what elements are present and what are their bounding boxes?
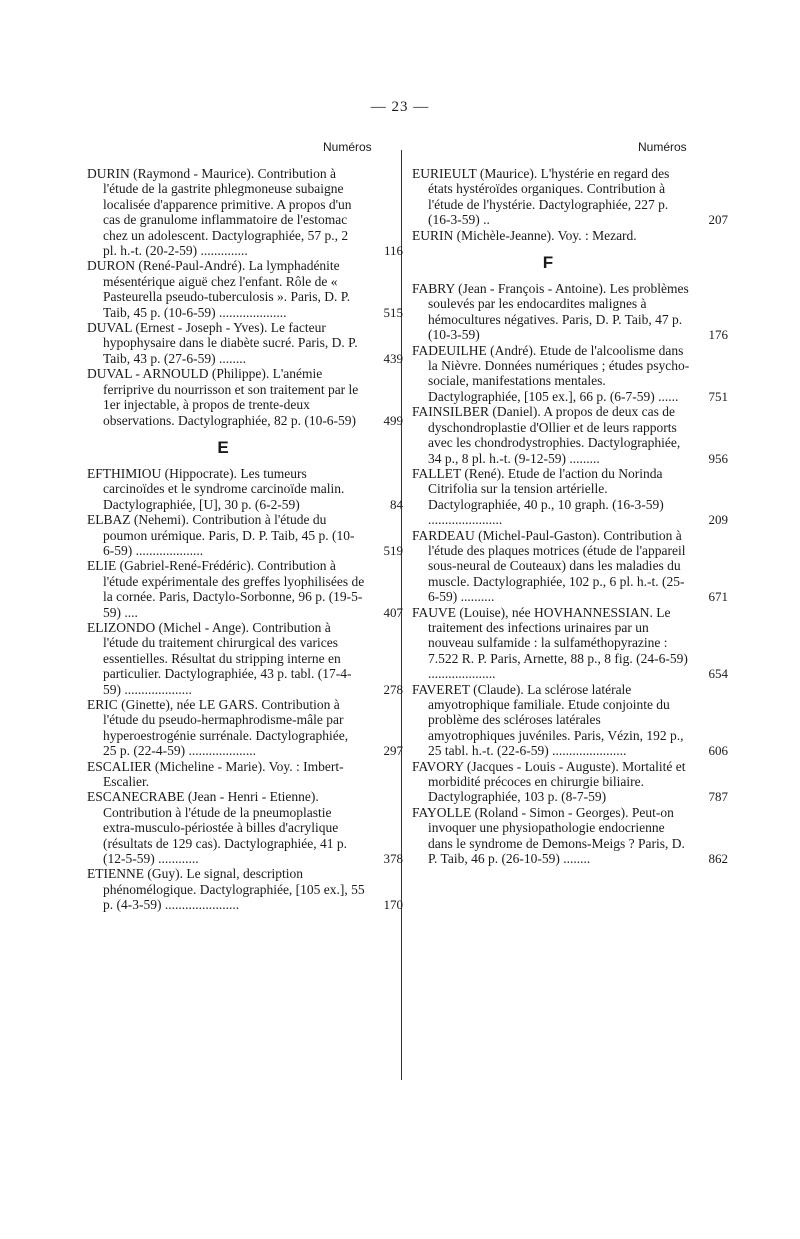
entry-number: 378 bbox=[383, 851, 403, 867]
entry-text: ETIENNE (Guy). Le signal, description phénomélogique. Dactylographiée, [105 ex.], 55 p. (4-3-59) ...................... bbox=[87, 866, 365, 913]
entry-text: FAVERET (Claude). La sclérose latérale amyotrophique familiale. Etude conjointe du problème des scléroses latérales amyotrophiques juvéniles. Paris, Vézin, 192 p., 25 tabl. h.-t. (22-6-59) ...................... bbox=[412, 681, 684, 759]
bibliography-entry bbox=[87, 166, 403, 259]
entry-text: FAVORY (Jacques - Louis - Auguste). Mortalité et morbidité précoces en chirurgie biliaire. Dactylographiée, 103 p. (8-7-59) bbox=[412, 758, 686, 805]
bibliography-entry bbox=[87, 258, 403, 320]
entry-text: DUVAL (Ernest - Joseph - Yves). Le facteur hypophysaire dans le diabète sucré. Paris, D. P. Taib, 43 p. (27-6-59) ........ bbox=[87, 320, 358, 366]
entry-number: 439 bbox=[383, 350, 403, 366]
bibliography-entry bbox=[87, 866, 403, 913]
entry-text: ESCALIER (Micheline - Marie). Voy. : Imbert-Escalier. bbox=[87, 758, 344, 790]
entry-text: FABRY (Jean - François - Antoine). Les problèmes soulevés par les endocardites malignes à hémocultures négatives. Paris, D. P. Taib, 47 p. (10-3-59) bbox=[412, 281, 689, 343]
entry-text: FAYOLLE (Roland - Simon - Georges). Peut-on invoquer une physiopathologie endocrienne dans le syndrome de Demons-Meigs ? Paris, D. P. Taib, 46 p. (26-10-59) ........ bbox=[412, 804, 685, 867]
entry-number: 116 bbox=[383, 243, 403, 259]
entry-text: ESCANECRABE (Jean - Henri - Etienne). Contribution à l'étude de la pneumoplastie extra-musculo-périostée à billes d'acrylique (résultats de 129 cas). Dactylographiée, 41 p. (12-5-59) ............ bbox=[87, 789, 348, 867]
bibliography-entry bbox=[412, 681, 728, 759]
entry-text: ELBAZ (Nehemi). Contribution à l'étude du poumon urémique. Paris, D. P. Taib, 45 p. (10-6-59) .................... bbox=[87, 512, 355, 558]
bibliography-entry bbox=[87, 512, 403, 558]
bibliography-entry bbox=[412, 465, 728, 528]
bibliography-entry bbox=[412, 404, 728, 466]
page-number: — 23 — bbox=[370, 99, 430, 115]
bibliography-entry bbox=[412, 342, 728, 405]
entry-number: 515 bbox=[383, 304, 403, 320]
bibliography-entry bbox=[412, 281, 728, 343]
entry-number: 209 bbox=[708, 512, 728, 528]
column-header-right: Numéros bbox=[638, 140, 687, 154]
bibliography-entry bbox=[87, 558, 403, 620]
bibliography-entry bbox=[87, 789, 403, 867]
entry-number: 207 bbox=[708, 212, 728, 228]
entry-number: 671 bbox=[708, 589, 728, 605]
bibliography-entry bbox=[412, 228, 694, 243]
bibliography-entry bbox=[87, 320, 403, 366]
entry-number: 499 bbox=[383, 412, 403, 428]
entry-text: DUVAL - ARNOULD (Philippe). L'anémie ferriprive du nourrisson et son traitement par le 1er injectable, à propos de trente-deux observations. Dactylographiée, 82 p. (10-6-59) bbox=[87, 366, 359, 428]
bibliography-entry bbox=[87, 465, 403, 512]
entry-number: 862 bbox=[708, 851, 728, 867]
bibliography-entry bbox=[412, 804, 728, 867]
entry-number: 84 bbox=[390, 496, 403, 512]
entry-number: 278 bbox=[383, 681, 403, 697]
entry-text: EFTHIMIOU (Hippocrate). Les tumeurs carcinoïdes et le syndrome carcinoïde malin. Dactylographiée, [U], 30 p. (6-2-59) bbox=[87, 465, 345, 512]
entry-text: FALLET (René). Etude de l'action du Norinda Citrifolia sur la tension artérielle. Dactylographiée, 40 p., 10 graph. (16-3-59) ...................... bbox=[412, 465, 664, 528]
entry-number: 519 bbox=[383, 542, 403, 558]
entry-text: FAUVE (Louise), née HOVHANNESSIAN. Le traitement des infections urinaires par un nouveau sulfamide : la sulfaméthopyrazine : 7.522 R. P. Paris, Arnette, 88 p., 8 fig. (24-6-59) .................... bbox=[412, 604, 688, 682]
bibliography-entry bbox=[87, 697, 403, 759]
entry-number: 751 bbox=[708, 388, 728, 404]
entry-text: DURIN (Raymond - Maurice). Contribution à l'étude de la gastrite phlegmoneuse subaigne localisée d'apparence primitive. A propos d'un cas de granulome inflammatoire de l'estomac chez un adolescent. Dactylographiée, 57 p., 2 pl. h.-t. (20-2-59) .............. bbox=[87, 166, 352, 259]
bibliography-entry bbox=[412, 758, 728, 805]
bibliography-entry bbox=[87, 619, 403, 697]
entry-number: 956 bbox=[708, 450, 728, 466]
entry-text: DURON (René-Paul-André). La lymphadénite mésentérique aiguë chez l'enfant. Rôle de « Pasteurella pseudo-tuberculosis ». Paris, D. P. Taib, 45 p. (10-6-59) .................... bbox=[87, 258, 351, 320]
bibliography-entry bbox=[412, 527, 728, 605]
bibliography-entry bbox=[412, 166, 728, 228]
bibliography-entry bbox=[87, 759, 369, 790]
entry-text: FARDEAU (Michel-Paul-Gaston). Contribution à l'étude des plaques motrices (étude de l'appareil sous-neural de Couteaux) dans les maladies du muscle. Dactylographiée, 102 p., 6 pl. h.-t. (25-6-59) .......... bbox=[412, 527, 686, 605]
entry-number: 176 bbox=[708, 327, 728, 343]
bibliography-entry bbox=[412, 604, 728, 682]
entry-number: 170 bbox=[383, 897, 403, 913]
entry-number: 407 bbox=[383, 604, 403, 620]
entry-text: EURIN (Michèle-Jeanne). Voy. : Mezard. bbox=[412, 227, 637, 243]
section-letter: E bbox=[217, 437, 229, 457]
entry-text: FADEUILHE (André). Etude de l'alcoolisme dans la Nièvre. Données numériques ; études psycho-sociale, manifestations mentales. Dactylographiée, [105 ex.], 66 p. (6-7-59) ...... bbox=[412, 342, 690, 404]
entry-number: 787 bbox=[708, 789, 728, 805]
entry-number: 297 bbox=[383, 743, 403, 759]
entry-text: ERIC (Ginette), née LE GARS. Contribution à l'étude du pseudo-hermaphrodisme-mâle par hyperoestrogénie surrénale. Dactylographiée, 25 p. (22-4-59) .................... bbox=[87, 697, 349, 759]
entry-number: 606 bbox=[708, 743, 728, 759]
entry-number: 654 bbox=[708, 666, 728, 682]
right-entries bbox=[412, 166, 728, 867]
left-entries bbox=[87, 166, 403, 913]
entry-text: ELIE (Gabriel-René-Frédéric). Contribution à l'étude expérimentale des greffes lyophilisées de la cornée. Paris, Dactylo-Sorbonne, 96 p. (19-5-59) .... bbox=[87, 558, 365, 620]
entry-text: ELIZONDO (Michel - Ange). Contribution à l'étude du traitement chirurgical des varices essentielles. Résultat du stripping interne en particulier. Dactylographiée, 43 p. tabl. (17-4-59) .................... bbox=[87, 619, 352, 697]
bibliography-entry bbox=[87, 366, 403, 428]
entry-text: FAINSILBER (Daniel). A propos de deux cas de dyschondroplastie d'Ollier et de leurs rapports avec les chondrodystrophies. Dactylographiée, 34 p., 8 pl. h.-t. (9-12-59) ......... bbox=[412, 404, 681, 466]
section-letter: F bbox=[542, 253, 554, 273]
entry-text: EURIEULT (Maurice). L'hystérie en regard des états hystéroïdes organiques. Contribution à l'étude de l'hystérie. Dactylographiée, 227 p. (16-3-59) .. bbox=[412, 166, 670, 228]
column-header-left: Numéros bbox=[323, 140, 372, 154]
